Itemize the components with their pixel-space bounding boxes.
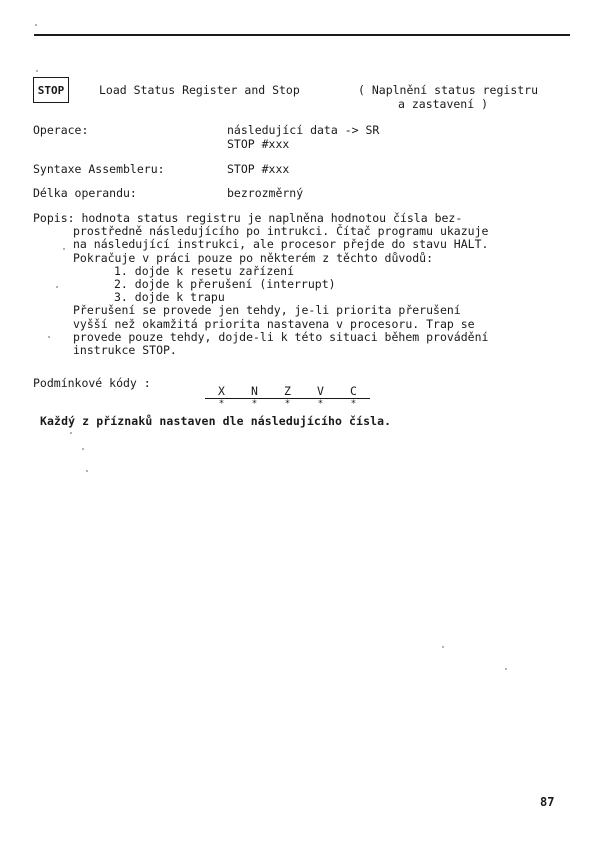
flag-n-marker: *	[251, 399, 258, 409]
description-line: na následující instrukci, ale procesor přejde do stavu HALT.	[73, 237, 489, 252]
scan-speck	[36, 70, 38, 72]
flag-z	[271, 384, 304, 409]
condition-code-flags	[205, 384, 370, 409]
flag-c-marker: *	[350, 399, 357, 409]
syntax-label: Syntaxe Assembleru:	[33, 162, 165, 176]
top-rule	[34, 34, 570, 36]
operation-label: Operace:	[33, 123, 89, 137]
flag-x	[205, 384, 238, 409]
condition-codes-note: Každý z příznaků nastaven dle následujícího čísla.	[40, 414, 392, 428]
operand-length-label: Délka operandu:	[33, 186, 137, 200]
instruction-header	[33, 77, 573, 111]
operand-length-row	[33, 186, 573, 202]
description-list-item: 3. dojde k trapu	[114, 290, 225, 305]
flag-z-letter: Z	[284, 384, 291, 398]
page-number: 87	[540, 795, 555, 809]
description-tail-line: Přerušení se provede jen tehdy, je-li priorita přerušení	[73, 303, 461, 318]
instruction-name: Load Status Register and Stop	[99, 83, 300, 97]
instruction-czech-description	[358, 83, 538, 111]
flag-z-marker: *	[284, 399, 291, 409]
scan-speck	[35, 24, 37, 26]
description-line: prostředně následujícího po intrukci. Čítač programu ukazuje	[73, 224, 489, 239]
scan-speck	[82, 448, 84, 450]
operation-value	[227, 123, 379, 151]
scan-speck	[442, 646, 444, 648]
scan-speck	[56, 286, 58, 288]
instruction-mnemonic: STOP	[37, 83, 65, 97]
scan-speck	[63, 248, 65, 250]
operand-length-value: bezrozměrný	[227, 186, 304, 200]
syntax-row	[33, 162, 573, 178]
description-lead: Popis: hodnota status registru je naplněna hodnotou čísla bez-	[33, 211, 463, 225]
condition-codes-label: Podmínkové kódy :	[33, 376, 151, 390]
flag-n	[238, 384, 271, 409]
flag-x-letter: X	[218, 384, 225, 398]
description-list-item: 1. dojde k resetu zařízení	[114, 263, 295, 278]
flag-x-marker: *	[218, 399, 225, 409]
flag-c	[337, 384, 370, 409]
instruction-description-line-1: ( Naplnění status registru	[358, 83, 539, 97]
description-line: Pokračuje v práci pouze po některém z těchto důvodů:	[73, 250, 434, 265]
operation-value-line-1: následující data -> SR	[227, 123, 380, 137]
description-block	[33, 212, 569, 357]
flag-v-marker: *	[317, 399, 324, 409]
operation-row	[33, 123, 573, 153]
flag-c-letter: C	[350, 384, 357, 398]
flag-n-letter: N	[251, 384, 258, 398]
syntax-value: STOP #xxx	[227, 162, 290, 176]
scan-speck	[70, 432, 72, 434]
flag-v-letter: V	[317, 384, 324, 398]
description-tail-line: vyšší než okamžitá priorita nastavena v procesoru. Trap se	[73, 316, 475, 331]
description-tail-line: instrukce STOP.	[73, 343, 177, 358]
scan-speck	[48, 336, 50, 338]
description-tail-line: provede pouze tehdy, dojde-li k této situaci během provádění	[73, 329, 489, 344]
scan-speck	[86, 470, 88, 472]
description-list-item: 2. dojde k přerušení (interrupt)	[114, 277, 336, 292]
operation-value-line-2: STOP #xxx	[227, 137, 290, 151]
flag-v	[304, 384, 337, 409]
instruction-mnemonic-box	[33, 77, 69, 103]
condition-codes-row	[33, 376, 573, 410]
instruction-description-line-2: a zastavení )	[398, 97, 489, 111]
scan-speck	[505, 668, 507, 670]
